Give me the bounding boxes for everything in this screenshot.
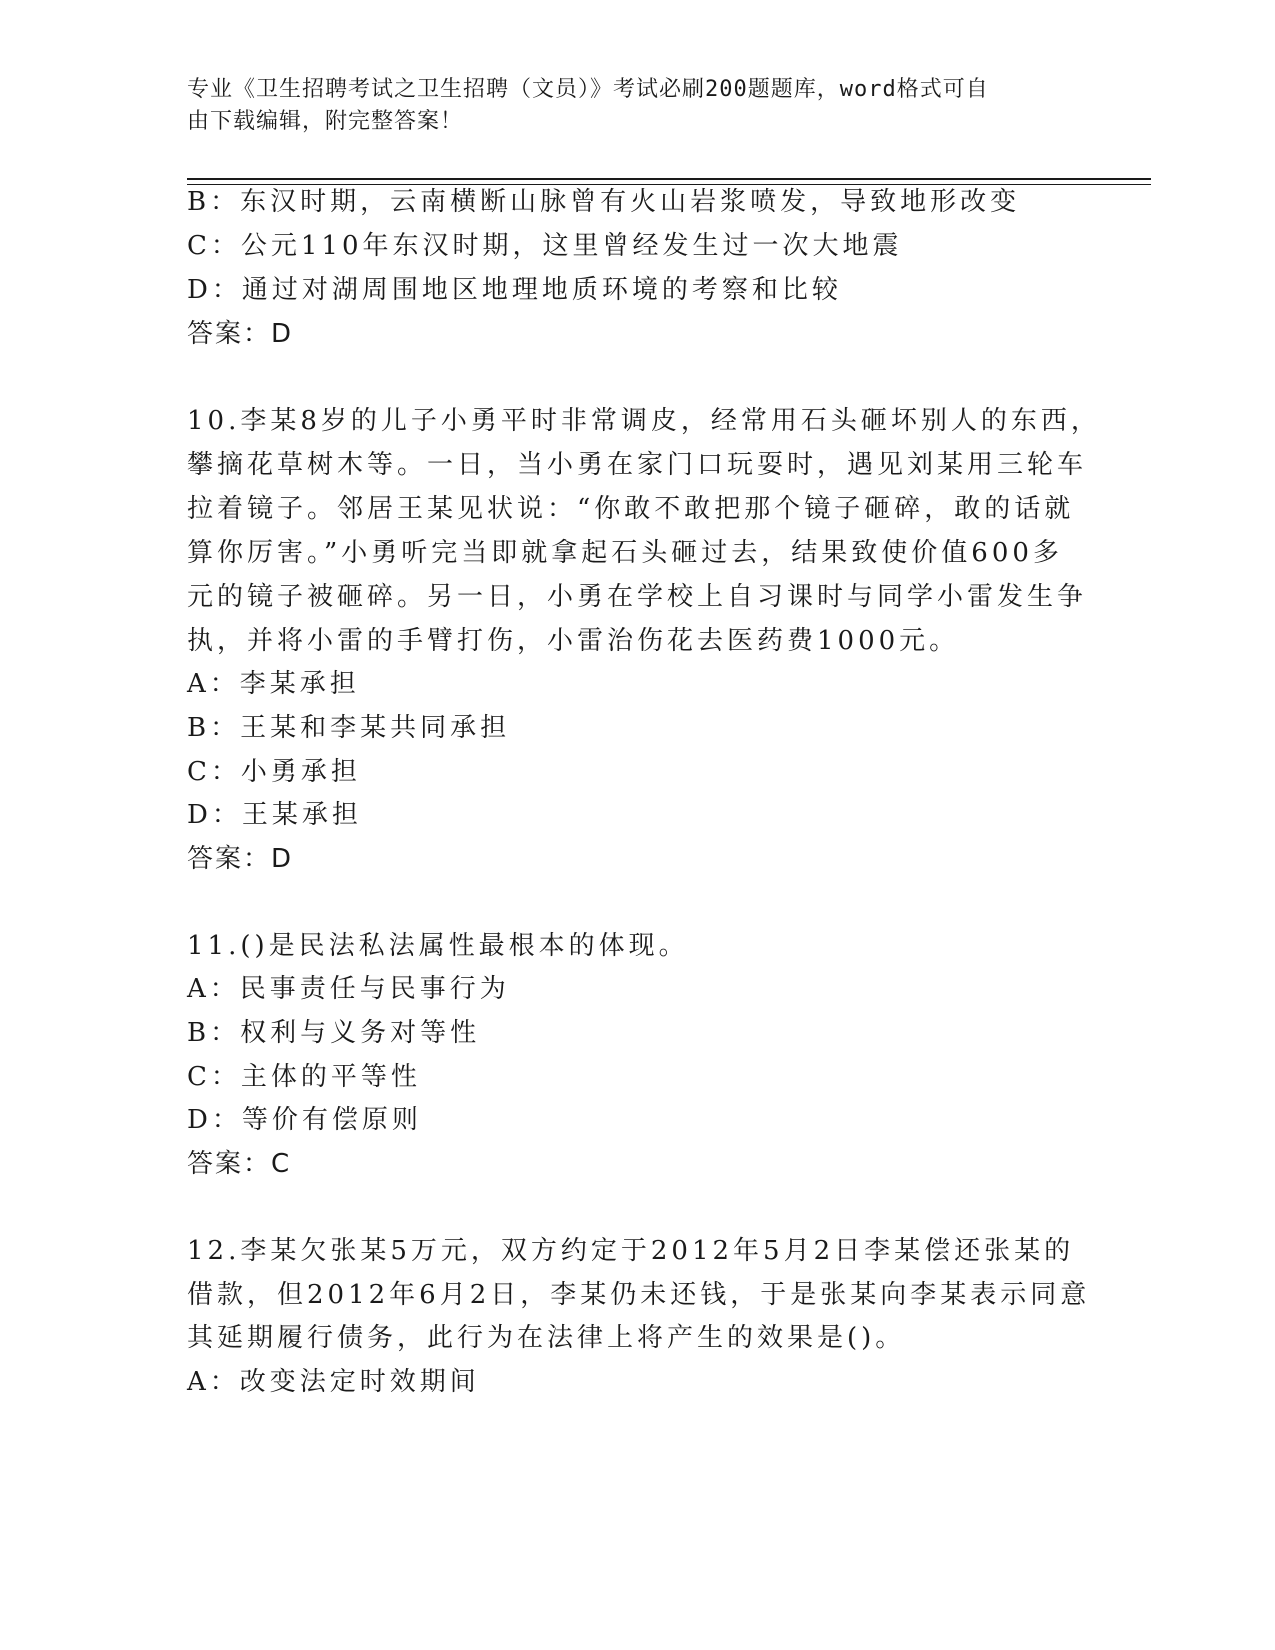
q11-option-a: A：民事责任与民事行为 xyxy=(187,974,510,1004)
q10-option-c: C：小勇承担 xyxy=(187,757,361,787)
q11-option-c: C：主体的平等性 xyxy=(187,1062,421,1092)
q12-stem-line-2: 借款，但2012年6月2日，李某仍未还钱，于是张某向李某表示同意 xyxy=(187,1280,1091,1310)
q12-stem-line-1: 12.李某欠张某5万元，双方约定于2012年5月2日李某偿还张某的 xyxy=(187,1236,1075,1266)
q10-stem-line-5: 元的镜子被砸碎。另一日，小勇在学校上自习课时与同学小雷发生争 xyxy=(187,582,1088,612)
header-line-2: 由下载编辑，附完整答案！ xyxy=(187,109,464,134)
header-line-1: 专业《卫生招聘考试之卫生招聘（文员）》考试必刷200题题库，word格式可自 xyxy=(187,77,989,102)
q10-stem-line-6: 执，并将小雷的手臂打伤，小雷治伤花去医药费1000元。 xyxy=(187,626,960,656)
q9-option-c: C：公元110年东汉时期，这里曾经发生过一次大地震 xyxy=(187,231,903,261)
q10-stem-line-2: 攀摘花草树木等。一日，当小勇在家门口玩耍时，遇见刘某用三轮车 xyxy=(187,450,1088,480)
q9-option-d: D：通过对湖周围地区地理地质环境的考察和比较 xyxy=(187,275,842,305)
q11-stem: 11.()是民法私法属性最根本的体现。 xyxy=(187,931,689,961)
q10-option-a: A：李某承担 xyxy=(187,669,360,699)
q10-answer: 答案：D xyxy=(187,844,294,874)
document-header xyxy=(187,74,1067,138)
q12-stem-line-3: 其延期履行债务，此行为在法律上将产生的效果是()。 xyxy=(187,1323,906,1353)
header-divider-thin xyxy=(187,184,1151,185)
q10-stem-line-3: 拉着镜子。邻居王某见状说：“你敢不敢把那个镜子砸碎，敢的话就 xyxy=(187,494,1075,524)
q9-answer: 答案：D xyxy=(187,319,294,349)
q12-option-a: A：改变法定时效期间 xyxy=(187,1367,480,1397)
q10-stem-line-1: 10.李某8岁的儿子小勇平时非常调皮，经常用石头砸坏别人的东西， xyxy=(187,406,1101,436)
q10-stem-line-4: 算你厉害。”小勇听完当即就拿起石头砸过去，结果致使价值600多 xyxy=(187,538,1063,568)
header-divider-thick xyxy=(187,178,1151,180)
q10-option-b: B：王某和李某共同承担 xyxy=(187,713,511,743)
q9-option-b: B：东汉时期，云南横断山脉曾有火山岩浆喷发，导致地形改变 xyxy=(187,187,1021,217)
q11-option-b: B：权利与义务对等性 xyxy=(187,1018,481,1048)
q11-option-d: D：等价有偿原则 xyxy=(187,1105,422,1135)
q11-answer: 答案：C xyxy=(187,1149,292,1179)
q10-option-d: D：王某承担 xyxy=(187,800,362,830)
